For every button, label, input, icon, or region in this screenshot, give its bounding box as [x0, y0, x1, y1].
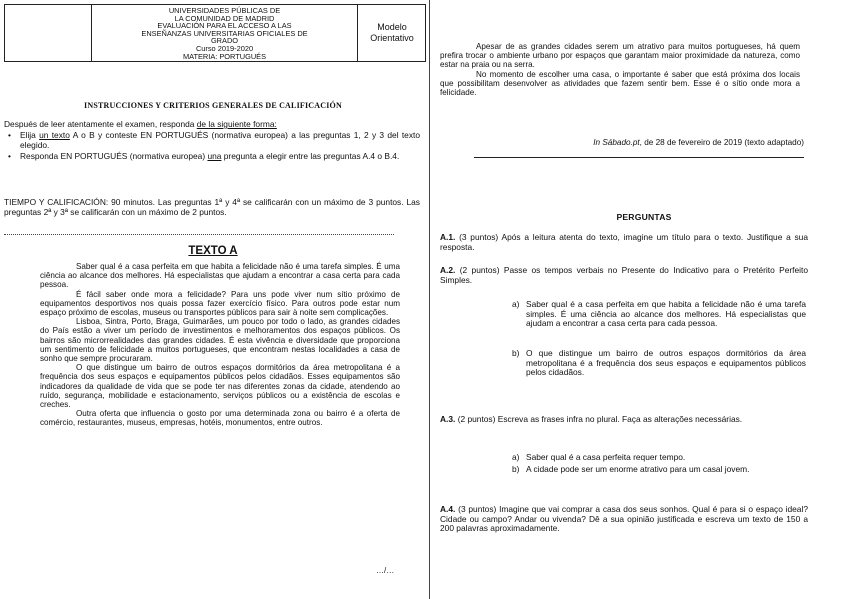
question-text: (3 puntos) Após a leitura atenta do texto, imagine um título para o texto. Justifique a sua resposta.: [440, 232, 808, 252]
model-label: Modelo: [377, 22, 407, 32]
instructions-list: [4, 131, 420, 164]
question-a3-item-a: [512, 452, 806, 463]
right-column: [440, 0, 848, 599]
header-table: [4, 4, 426, 62]
instruction-item: • Responda EN PORTUGUÉS (normativa europea) una pregunta a elegir entre las preguntas A.4 o B.4.: [4, 152, 420, 162]
text-paragraph: Outra oferta que influencia o gosto por uma determinada zona ou bairro é a oferta de comércio, restaurantes, museus, empresas, hotéis, monumentos, entre outros.: [40, 409, 400, 428]
time-and-grading: TIEMPO Y CALIFICACIÓN: 90 minutos. Las preguntas 1ª y 4ª se calificarán con un máximo de 3 puntos. Las preguntas 2ª y 3ª se calificarán con un máximo de 2 puntos.: [4, 197, 420, 217]
dotted-divider: [4, 234, 394, 235]
header-line: UNIVERSIDADES PÚBLICAS DE: [168, 6, 281, 15]
text-paragraph: É fácil saber onde mora a felicidade? Para uns pode viver num sítio próximo de equipamentos desportivos nos quais possa fazer exercício físico. Para outros pode estar num espaço próximo de escolas, museus ou transportes públicos para sair à noite sem complicações.: [40, 289, 400, 318]
text-a-continuation: [440, 42, 800, 97]
question-label: A.3.: [440, 414, 456, 424]
model-sub-label: Orientativo: [370, 33, 414, 43]
header-university-cell: [92, 5, 358, 61]
question-label: A.4.: [440, 504, 456, 514]
text-a-body: [40, 262, 400, 428]
item-label: b): [512, 464, 520, 474]
item-label: b): [512, 348, 520, 358]
question-text: (3 puntos) Imagine que vai comprar a casa dos seus sonhos. Qual é para si o espaço ideal? Cidade ou campo? Andar ou vivenda? Dê a sua opinião justificada e escreva um texto de 150 a 200 palavras aproximadamente.: [440, 504, 808, 534]
text-a-title: TEXTO A: [188, 245, 238, 257]
question-a2-item-b: [512, 348, 806, 378]
question-a2-item-a: [512, 299, 806, 329]
header-line: ENSEÑANZAS UNIVERSITARIAS OFICIALES DE: [141, 28, 308, 38]
instructions-title: INSTRUCCIONES Y CRITERIOS GENERALES DE CALIFICACIÓN: [84, 101, 342, 110]
item-text: A cidade pode ser um enorme atrativo para um casal jovem.: [526, 464, 750, 474]
source-publication: In Sábado.pt: [593, 138, 640, 147]
source-date: , de 28 de fevereiro de 2019 (texto adaptado): [639, 138, 804, 147]
question-text: (2 puntos) Escreva as frases infra no plural. Faça as alterações necessárias.: [455, 414, 743, 424]
text-paragraph: O que distingue um bairro de outros espaços dormitórios da área metropolitana é a frequência dos seus espaços e equipamentos públicos pelos cidadãos. Esses equipamentos são indicadores da qualidade de vida que se pode ter nas diferentes zonas da cidade, atendendo ao ruído, segurança, mobilidade e estacionamento, serviços públicos ou a existência de escolas e creches.: [40, 363, 400, 410]
question-a3-item-b: [512, 464, 806, 475]
question-a3: [440, 415, 808, 425]
item-text: Saber qual é a casa perfeita requer tempo.: [526, 452, 686, 462]
instructions-intro: [4, 120, 420, 130]
instruction-item: • Elija un texto A o B y conteste EN PORTUGUÉS (normativa europea) a las preguntas 1, 2 y 3 del texto elegido.: [4, 131, 420, 150]
question-a4: [440, 505, 808, 534]
header-line: LA COMUNIDAD DE MADRID: [174, 13, 275, 23]
header-line: MATERIA: PORTUGUÉS: [182, 51, 267, 61]
text-paragraph: Saber qual é a casa perfeita em que habita a felicidade não é uma tarefa simples. É uma ciência ao alcance dos melhores. Há especialistas que ajudam a encontrar a casa certa para cada pessoa.: [40, 262, 400, 290]
text-paragraph: Apesar de as grandes cidades serem um atrativo para muitos portugueses, há quem prefira trocar o ambiente urbano por espaços que garantam maior proximidade da natureza, como estar na praia ou na serra.: [440, 42, 800, 70]
question-a2: [440, 266, 808, 285]
questions-title: PERGUNTAS: [616, 212, 672, 222]
intro-underlined: de la siguiente forma:: [196, 119, 277, 129]
header-line: EVALUACIÓN PARA EL ACCESO A LAS: [157, 21, 292, 31]
item-label: a): [512, 299, 520, 309]
text-paragraph: No momento de escolher uma casa, o importante é saber que está próxima dos locais que possibilitam desenvolver as atividades que fazem sentir bem. Esse é o sítio onde mora a felicidade.: [440, 69, 800, 98]
header-logo-cell: [5, 5, 92, 61]
header-line: GRADO: [210, 36, 239, 46]
item-label: a): [512, 452, 520, 462]
intro-text: Después de leer atentamente el examen, responda: [4, 119, 197, 129]
continued-mark: …/…: [376, 566, 395, 575]
item-text: O que distingue um bairro de outros espaços dormitórios da área metropolitana é a frequência dos seus espaços e equipamentos públicos pelos cidadãos.: [526, 348, 806, 378]
question-label: A.1.: [440, 232, 456, 242]
question-a1: [440, 233, 808, 252]
text-source: [440, 138, 804, 147]
column-divider: [429, 0, 430, 599]
text-paragraph: Lisboa, Sintra, Porto, Braga, Guimarães, um pouco por todo o lado, as grandes cidades do País estão a viver um período de investimentos e melhoramentos dos espaços públicos. Os bairros são microrrealidades das grandes cidades. É esta vivência e diversidade que proporciona um sentimento de felicidade a muitos portugueses, que encontram nestas localidades a casa de sonho que sempre procuraram.: [40, 317, 400, 364]
header-line: Curso 2019-2020: [195, 43, 254, 53]
question-text: (2 puntos) Passe os tempos verbais no Presente do Indicativo para o Pretérito Perfeito Simples.: [440, 265, 808, 285]
source-rule: [474, 157, 804, 158]
item-text: Saber qual é a casa perfeita em que habita a felicidade não é uma tarefa simples. É uma ciência ao alcance dos melhores. Há especialistas que ajudam a encontrar a casa certa para cada pessoa.: [526, 299, 806, 329]
question-label: A.2.: [440, 265, 456, 275]
header-model-cell: [359, 5, 425, 61]
